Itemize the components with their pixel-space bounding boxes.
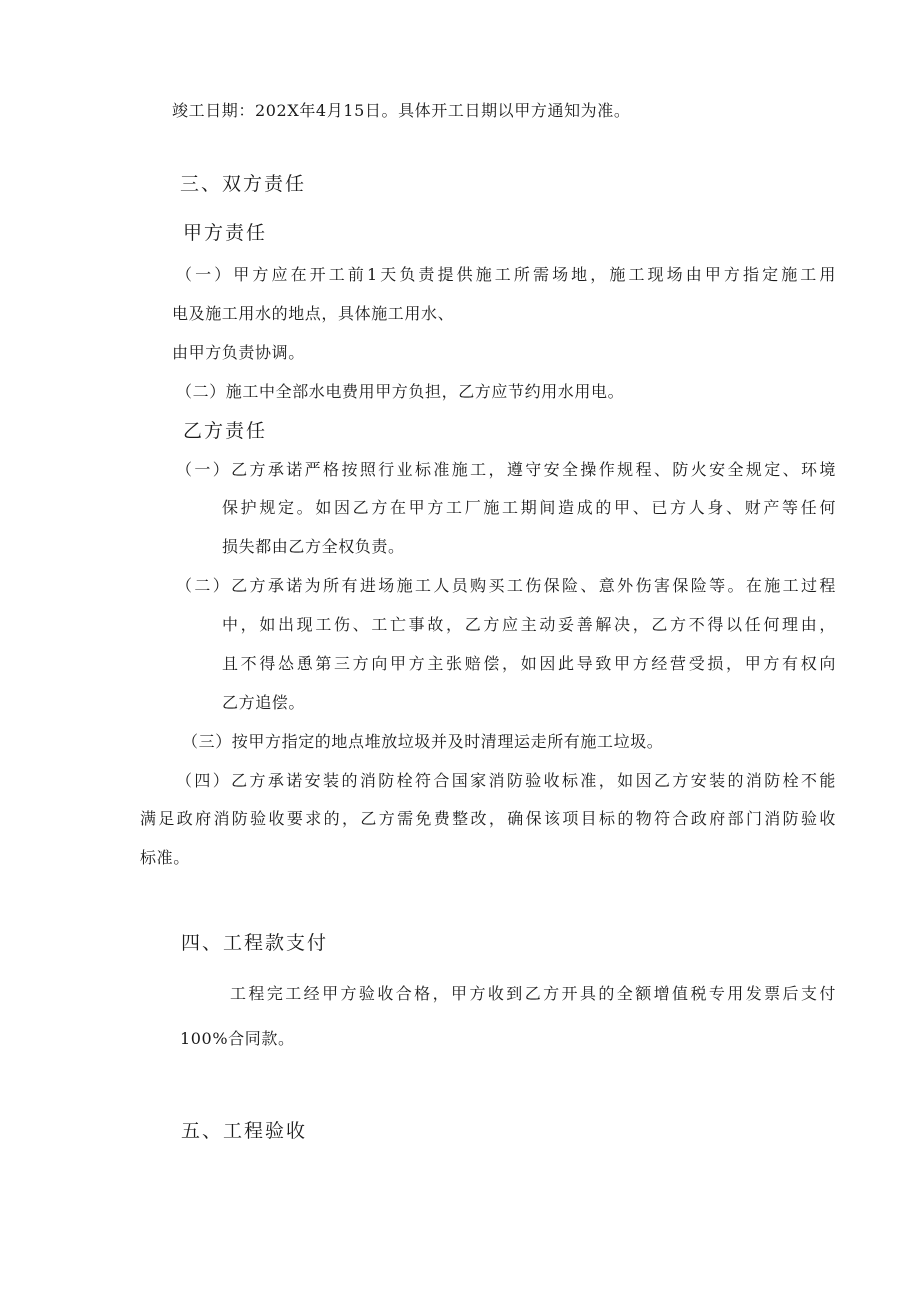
party-b-item2-line3: 且不得怂恿第三方向甲方主张赔偿，如因此导致甲方经营受损，甲方有权向 <box>222 654 836 673</box>
section4-para-line1: 工程完工经甲方验收合格，甲方收到乙方开具的全额增值税专用发票后支付 <box>230 984 836 1003</box>
party-b-item4-line1: （四）乙方承诺安装的消防栓符合国家消防验收标准，如因乙方安装的消防栓不能 <box>176 771 836 790</box>
party-a-item1-line2: 电及施工用水的地点，具体施工用水、 <box>172 304 455 323</box>
party-b-item1-line1: （一）乙方承诺严格按照行业标准施工，遵守安全操作规程、防火安全规定、环境 <box>176 460 836 479</box>
section5-heading: 五、工程验收 <box>181 1120 308 1142</box>
section4-heading: 四、工程款支付 <box>181 932 329 954</box>
party-b-item2-line2: 中，如出现工伤、工亡事故，乙方应主动妥善解决，乙方不得以任何理由， <box>222 615 836 634</box>
party-a-heading: 甲方责任 <box>183 222 268 244</box>
party-b-item3: （三）按甲方指定的地点堆放垃圾并及时清理运走所有施工垃圾。 <box>182 732 664 751</box>
completion-date-line: 竣工日期：202X年4月15日。具体开工日期以甲方通知为准。 <box>172 101 631 120</box>
party-b-item2-line4: 乙方追偿。 <box>222 693 306 712</box>
party-a-item1-line3: 由甲方负责协调。 <box>172 343 305 362</box>
party-b-item4-line2: 满足政府消防验收要求的，乙方需免费整改，确保该项目标的物符合政府部门消防验收 <box>140 809 836 828</box>
party-b-item1-line2: 保护规定。如因乙方在甲方工厂施工期间造成的甲、已方人身、财产等任何 <box>222 498 836 517</box>
party-a-item1-line1: （一）甲方应在开工前1天负责提供施工所需场地，施工现场由甲方指定施工用 <box>176 265 836 284</box>
party-b-heading: 乙方责任 <box>183 420 268 442</box>
party-a-item2: （二）施工中全部水电费用甲方负担，乙方应节约用水用电。 <box>176 382 625 401</box>
party-b-item2-line1: （二）乙方承诺为所有进场施工人员购买工伤保险、意外伤害保险等。在施工过程 <box>176 576 836 595</box>
party-b-item1-line3: 损失都由乙方全权负责。 <box>222 537 405 556</box>
party-b-item4-line3: 标准。 <box>140 848 190 867</box>
section3-heading: 三、双方责任 <box>180 173 307 195</box>
section4-para-line2: 100%合同款。 <box>180 1029 295 1048</box>
